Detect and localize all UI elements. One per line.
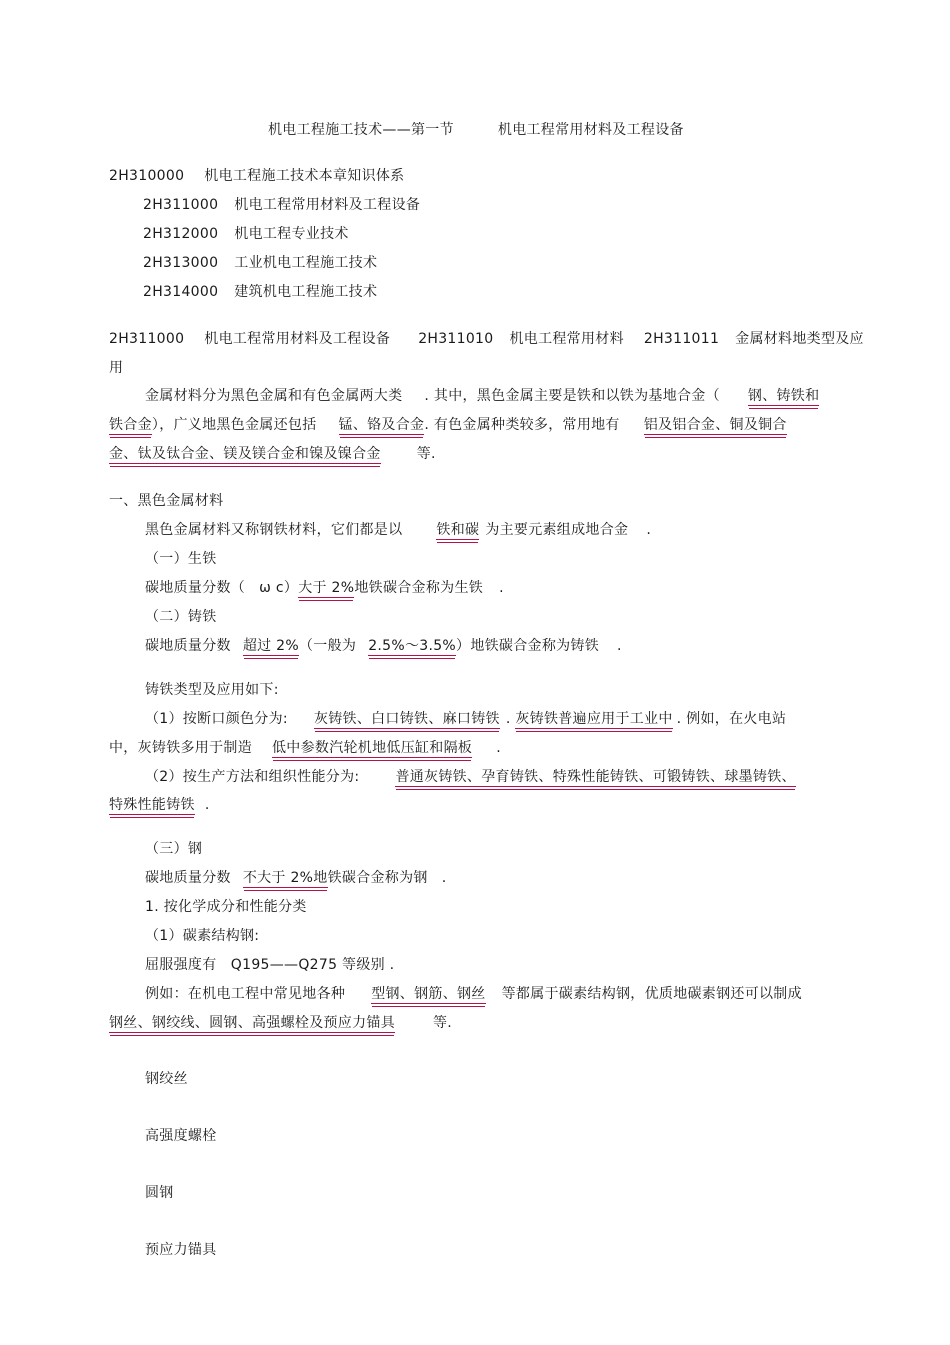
text: ）地铁碳合金称为铸铁: [456, 638, 600, 654]
text: 屈服强度有 Q195——Q275 等级别 .: [145, 957, 395, 973]
underlined-term: 灰铸铁、白口铸铁、麻口铸铁: [313, 711, 500, 727]
heading-text: （二）铸铁: [145, 609, 217, 625]
text: .: [499, 580, 504, 596]
cast-iron-definition: [145, 637, 622, 655]
underlined-term: 金、钛及钛合金、镁及镁合金和镍及镍合金: [109, 446, 381, 462]
underlined-term: 钢丝、钢绞线、圆钢、高强螺栓及预应力锚具: [109, 1015, 395, 1031]
underlined-term: 低中参数汽轮机地低压缸和隔板: [272, 740, 473, 756]
section-heading: [109, 330, 864, 348]
text: 等都属于碳素结构钢，优质地碳素钢还可以制成: [501, 986, 802, 1002]
text: （2）按生产方法和组织性能分为:: [145, 769, 360, 785]
text: .: [441, 870, 447, 886]
text: . 其中，黑色金属主要是铁和以铁为基地合金（: [424, 388, 720, 404]
cast-iron-type-2-cont: [109, 796, 210, 814]
underlined-term: 普通灰铸铁、孕育铸铁、特殊性能铸铁、可锻铸铁、球墨铸铁、: [395, 769, 796, 785]
cast-iron-type-1-cont: [109, 739, 501, 757]
heading-text: 铸铁类型及应用如下:: [145, 682, 279, 698]
toc-root-code: 2H310000: [109, 168, 185, 184]
underlined-term: 铝及铝合金、铜及铜合: [643, 417, 787, 433]
heading-text: 1. 按化学成分和性能分类: [145, 899, 307, 915]
toc-item-label: 工业机电工程施工技术: [234, 255, 378, 271]
section-title: 机电工程常用材料: [509, 331, 624, 347]
text: 等.: [433, 1015, 453, 1031]
doc-title: [268, 121, 684, 139]
toc-item-code: 2H311000: [143, 197, 219, 213]
section-title: 机电工程常用材料及工程设备: [204, 331, 391, 347]
section-title: 金属材料地类型及应: [735, 331, 864, 347]
text: .: [496, 740, 501, 756]
heading-steel: [145, 840, 202, 858]
intro-line-3: [109, 445, 436, 463]
pig-iron-definition: [145, 579, 504, 597]
heading-text: 一、黑色金属材料: [109, 493, 224, 509]
section-code: 2H311000: [109, 331, 185, 347]
text: 为主要元素组成地合金: [485, 522, 629, 538]
underlined-term: 2.5%～3.5%: [368, 638, 457, 654]
underlined-term: 超过 2%: [242, 638, 299, 654]
toc-item: [143, 196, 420, 214]
text: 地铁碳合金称为生铁: [354, 580, 484, 596]
text: 碳地质量分数（: [145, 580, 246, 596]
heading-text: （1）碳素结构钢:: [145, 928, 260, 944]
figure-label: 高强度螺栓: [145, 1128, 217, 1144]
carbon-steel-heading: [145, 927, 259, 945]
toc-item-code: 2H312000: [143, 226, 219, 242]
figure-label: 预应力锚具: [145, 1242, 217, 1258]
underlined-term: 铁合金: [109, 417, 152, 433]
toc-item: [143, 225, 349, 243]
cast-iron-type-2: [145, 768, 796, 786]
underlined-term: 特殊性能铸铁: [109, 797, 195, 813]
text: 碳地质量分数: [145, 870, 231, 886]
heading-pig-iron: [145, 550, 217, 568]
text: . 例如，在火电站: [676, 711, 787, 727]
text: 黑色金属材料又称钢铁材料，它们都是以: [145, 522, 403, 538]
text: （1）按断口颜色分为:: [145, 711, 288, 727]
toc-root-label: 机电工程施工技术本章知识体系: [204, 168, 405, 184]
carbon-steel-example-cont: [109, 1014, 452, 1032]
toc-item-label: 建筑机电工程施工技术: [234, 284, 378, 300]
carbon-steel-example: [145, 985, 802, 1003]
intro-line-2: [109, 416, 787, 434]
text: .: [617, 638, 622, 654]
title-right: 机电工程常用材料及工程设备: [497, 122, 684, 138]
wrap-text: 用: [109, 360, 124, 376]
text: 等.: [416, 446, 436, 462]
heading-text: （三）钢: [145, 841, 203, 857]
text: .: [204, 797, 210, 813]
cast-iron-type-1: [145, 710, 786, 728]
text: ω c）: [259, 580, 299, 596]
title-left: 机电工程施工技术——第一节: [268, 122, 454, 138]
heading-text: （一）生铁: [145, 551, 217, 567]
heading-cast-iron: [145, 608, 217, 626]
section-heading-wrap: [109, 359, 123, 377]
toc-root: [109, 167, 404, 185]
text: 例如：在机电工程中常见地各种: [145, 986, 346, 1002]
text: 中，灰铸铁多用于制造: [109, 740, 252, 756]
toc-item-code: 2H314000: [143, 284, 219, 300]
text: ），广义地黑色金属还包括: [151, 417, 317, 433]
underlined-term: 钢、铸铁和: [747, 388, 820, 404]
underlined-term: 灰铸铁普遍应用于工业中: [515, 711, 673, 727]
text: .: [646, 522, 652, 538]
section-code: 2H311010: [418, 331, 494, 347]
heading-ferrous: [109, 492, 223, 510]
toc-item: [143, 283, 377, 301]
cast-iron-types-heading: [145, 681, 279, 699]
section-code: 2H311011: [643, 331, 720, 347]
ferrous-definition: [145, 521, 651, 539]
underlined-term: 不大于 2%地: [242, 870, 328, 886]
toc-item: [143, 254, 377, 272]
underlined-term: 铁和碳: [436, 522, 480, 538]
intro-line-1: [145, 387, 819, 405]
text: .: [505, 711, 516, 727]
underlined-term: 型钢、钢筋、钢丝: [371, 986, 486, 1002]
text: （一般为: [298, 638, 357, 654]
steel-classification-heading: [145, 898, 307, 916]
toc-item-code: 2H313000: [143, 255, 219, 271]
text: 铁碳合金称为钢: [327, 870, 428, 886]
underlined-term: 锰、铬及合金: [338, 417, 425, 433]
underlined-term: 大于 2%: [298, 580, 355, 596]
figure-label: 圆钢: [145, 1185, 174, 1201]
figure-label: 钢绞丝: [145, 1071, 188, 1087]
steel-definition: [145, 869, 446, 887]
text: 金属材料分为黑色金属和有色金属两大类: [145, 388, 403, 404]
yield-strength-line: [145, 956, 394, 974]
toc-item-label: 机电工程专业技术: [234, 226, 349, 242]
toc-item-label: 机电工程常用材料及工程设备: [234, 197, 421, 213]
text: 碳地质量分数: [145, 638, 231, 654]
text: . 有色金属种类较多，常用地有: [424, 417, 620, 433]
